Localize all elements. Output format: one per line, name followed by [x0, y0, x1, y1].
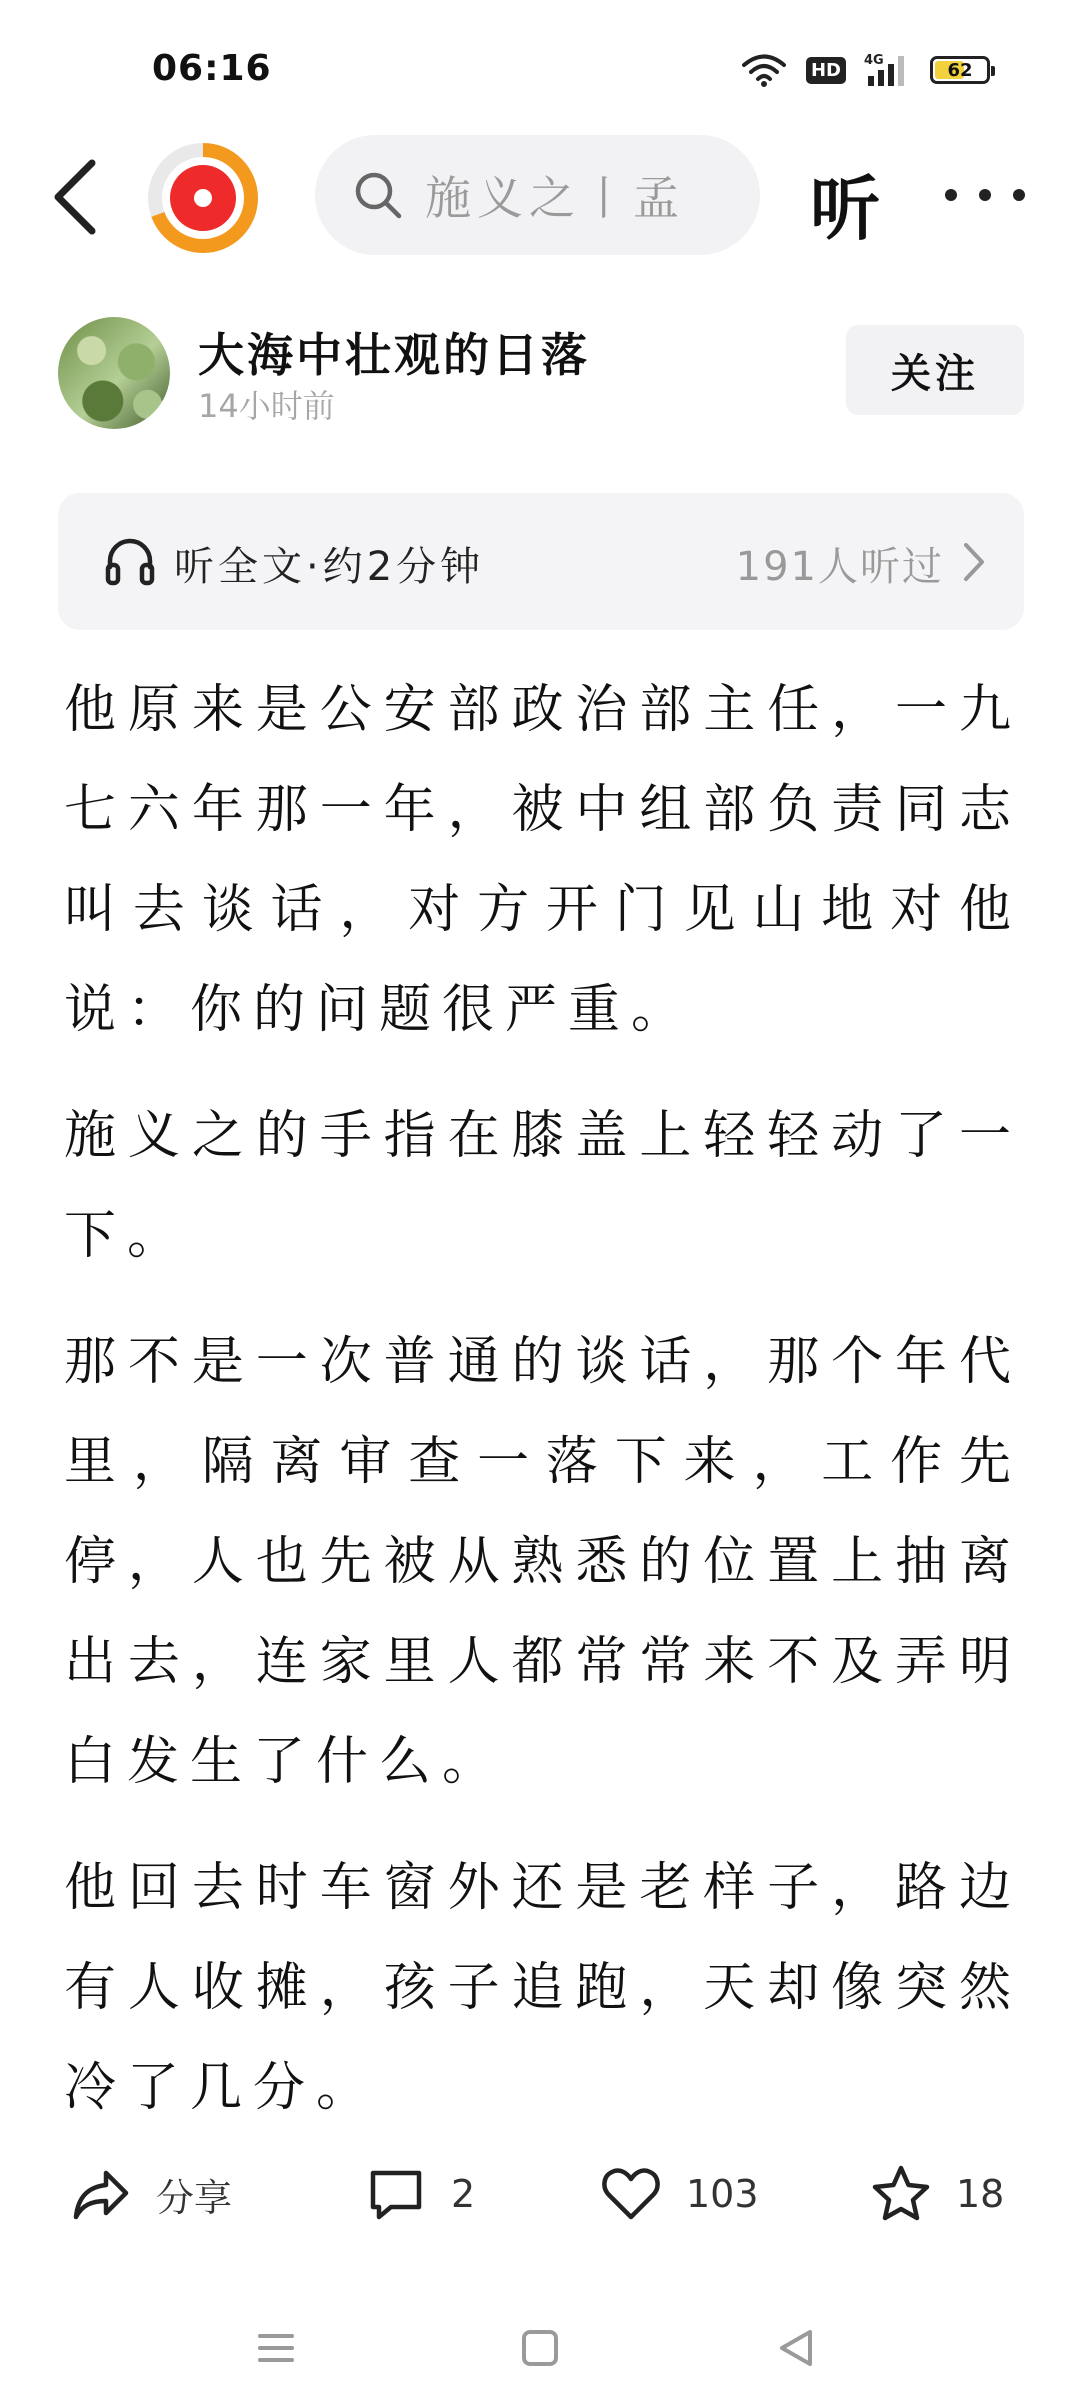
hd-icon: HD: [806, 57, 846, 84]
like-count: 103: [686, 2172, 759, 2216]
like-button[interactable]: [600, 2162, 759, 2226]
share-label: 分享: [156, 2175, 233, 2220]
article-paragraph: 那不是一次普通的谈话，那个年代里，隔离审查一落下来，工作先停，人也先被从熟悉的位置上抽离出去，连家里人都常常来不及弄明白发生了什么。: [64, 1332, 1022, 1792]
star-icon: [870, 2163, 932, 2225]
more-dots-icon[interactable]: [945, 175, 1045, 215]
author-name[interactable]: 大海中壮观的日落: [198, 328, 590, 382]
search-input[interactable]: [315, 135, 760, 255]
listen-label: 听全文·约2分钟: [174, 544, 485, 590]
app-logo-icon: [170, 165, 236, 231]
follow-button[interactable]: 关注: [846, 325, 1024, 415]
signal-icon: [864, 52, 912, 88]
favorite-button[interactable]: [870, 2162, 1004, 2226]
favorite-count: 18: [956, 2172, 1005, 2216]
headphone-icon: [102, 533, 158, 589]
post-time: 14小时前: [198, 387, 335, 425]
listen-count: 191人听过: [735, 544, 944, 590]
menu-icon[interactable]: [246, 2318, 306, 2378]
listen-full-text-bar[interactable]: [58, 493, 1024, 630]
top-nav: [0, 135, 1080, 265]
heart-icon: [600, 2163, 662, 2225]
chevron-right-icon: [960, 541, 988, 583]
app-logo[interactable]: [148, 143, 258, 253]
home-square-icon[interactable]: [510, 2318, 570, 2378]
action-bar: [0, 2140, 1080, 2250]
system-nav-bar: [0, 2290, 1080, 2400]
comment-button[interactable]: [365, 2162, 475, 2226]
search-icon: [353, 170, 403, 220]
comment-count: 2: [451, 2172, 476, 2216]
author-row: [58, 315, 1024, 435]
comment-icon: [365, 2163, 427, 2225]
status-bar: [0, 0, 1080, 140]
article-paragraph: 他原来是公安部政治部主任，一九七六年那一年，被中组部负责同志叫去谈话，对方开门见山地对他说：你的问题很严重。: [64, 680, 1022, 1040]
chevron-left-icon: [58, 163, 92, 231]
avatar[interactable]: [58, 317, 170, 429]
back-button[interactable]: [48, 157, 108, 237]
battery-icon: [930, 56, 990, 84]
article-paragraph: 他回去时车窗外还是老样子，路边有人收摊，孩子追跑，天却像突然冷了几分。: [64, 1858, 1022, 2118]
article-body: [64, 660, 1022, 2164]
signal-label: 4G: [864, 53, 884, 68]
listen-button[interactable]: 听: [810, 168, 880, 250]
back-triangle-icon[interactable]: [766, 2318, 826, 2378]
wifi-icon: [740, 52, 788, 88]
article-paragraph: 施义之的手指在膝盖上轻轻动了一下。: [64, 1106, 1022, 1266]
share-icon: [70, 2163, 132, 2225]
battery-level: 62: [947, 59, 973, 81]
search-text: 施义之丨孟: [425, 171, 685, 225]
status-time: 06:16: [152, 48, 272, 89]
status-icons: [740, 52, 990, 88]
share-button[interactable]: [70, 2162, 232, 2226]
